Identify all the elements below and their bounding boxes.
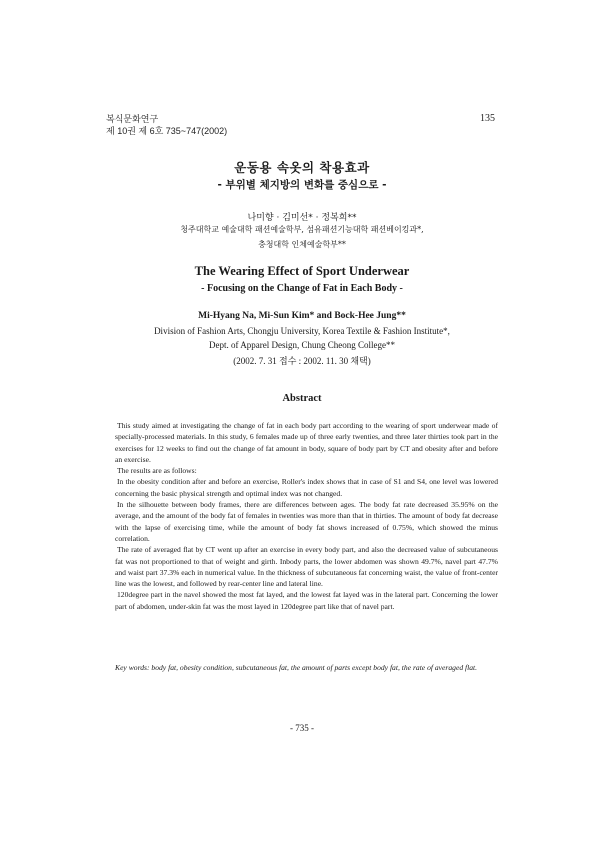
abstract-paragraph: This study aimed at investigating the change of fat in each body part according to the wearing of sport underwear made of specially-processed materials. In this study, 6 females made up of three early twenties, and three later thirties took part in the exercises for 12 weeks to find out the change of fat amount in body, square of body part by CT and obesity after and before an exercise. [115,421,498,464]
abstract-heading: Abstract [282,393,322,404]
korean-affiliation-1: 청주대학교 예술대학 패션예술학부, 섬유패션기능대학 패션베이킹과*, [180,225,424,234]
korean-title: 운동용 속옷의 착용효과 [234,160,370,175]
abstract-paragraph: In the obesity condition after and before an exercise, Roller's index shows that in case of S1 and S4, one level was lowered concerning the basic physical strength and optimal index was not changed. [115,477,498,498]
korean-subtitle: - 부위별 체지방의 변화를 중심으로 - [217,179,387,191]
abstract-paragraph: In the silhouette between body frames, there are differences between ages. The body fat rate decreased 35.95% on the average, and the amount of the body fat of females in twenties was more than that in thirties. The amount of body fat decrease with the lapse of exercising time, while the amount of body fat shows increased of 0.75%, which showed the minus correlation. [115,500,499,543]
volume-issue: 제 10권 제 6호 735~747(2002) [106,126,228,136]
abstract-paragraph: The rate of averaged flat by CT went up after an exercise in every body part, and also the decreased value of subcutaneous fat was not proportioned to that of weight and girth. Inbody parts, the lower abdomen was shown 49.7%, navel part 47.7% and waist part 37.3% each in numerical value. In the thickness of subcutaneous fat concerning waist, the value of front-center line was the lowest, and followed by rear-center line and lateral line. [115,545,498,589]
english-authors: Mi-Hyang Na, Mi-Sun Kim* and Bock-Hee Jung** [198,311,406,321]
journal-name: 복식문화연구 [106,114,159,124]
submission-dates: (2002. 7. 31 접수 : 2002. 11. 30 채택) [233,356,371,366]
korean-affiliation-2: 충청대학 인체예술학부** [258,240,346,249]
english-title: The Wearing Effect of Sport Underwear [194,264,410,278]
journal-header [106,113,227,137]
abstract-paragraph: 120degree part in the navel showed the most fat layed, and the lowest fat layed was in the lateral part. Concerning the lower part of abdomen, under-skin fat was the most layed in 120degree part like that of navel part. [115,590,498,611]
abstract-body [115,420,498,612]
abstract-paragraph: The results are as follows: [117,466,197,476]
english-affiliation-2: Dept. of Apparel Design, Chung Cheong College** [209,340,395,350]
page-number: 135 [480,113,495,124]
footer-page-number: - 735 - [290,723,314,733]
keywords: Key words: body fat, obesity condition, subcutaneous fat, the amount of parts except body fat, the rate of averaged flat. [115,663,478,672]
korean-authors: 나미향 · 김미선* · 정복희** [247,213,357,223]
english-affiliation-1: Division of Fashion Arts, Chongju University, Korea Textile & Fashion Institute*, [154,326,450,336]
english-subtitle: - Focusing on the Change of Fat in Each Body - [201,283,403,294]
